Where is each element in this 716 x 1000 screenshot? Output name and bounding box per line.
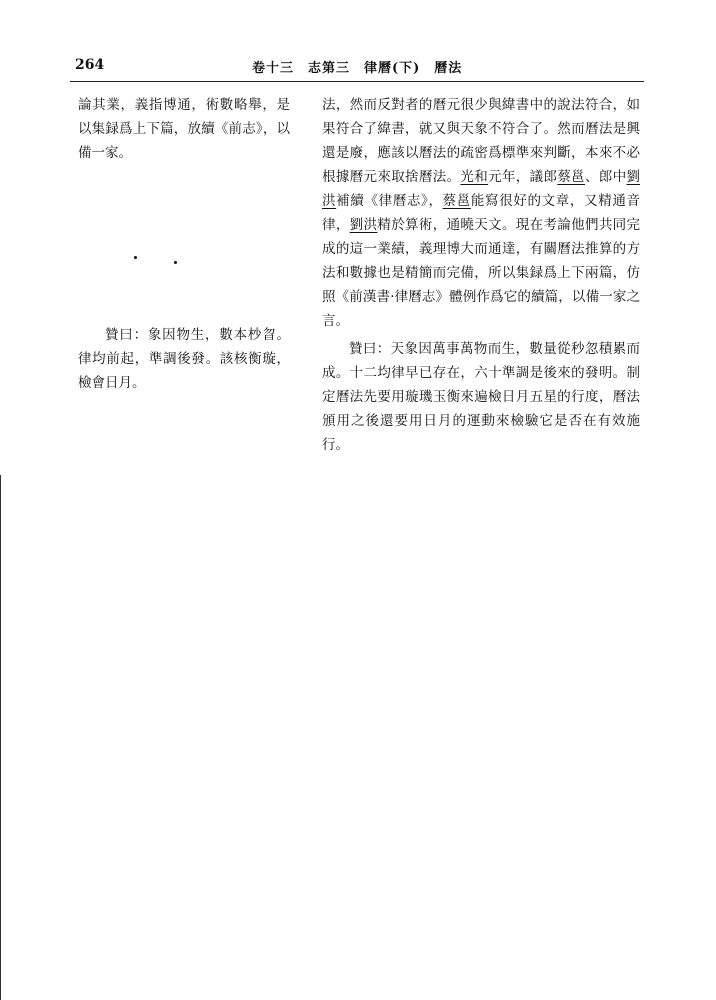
ink-dot bbox=[134, 256, 137, 259]
era-name-guanghe: 光和 bbox=[460, 169, 489, 185]
person-name-liuhong: 劉洪 bbox=[322, 169, 641, 209]
text-run: 元年，議郎 bbox=[488, 169, 558, 185]
text-run: 法，然而反對者的曆元很少與緯書中的說法符合，如果符合了緯書，就又與天象不符合了。然而曆法是興還是廢，應該以曆法的疏密爲標準來判斷，本來不必根據曆元來取捨曆法。 bbox=[322, 97, 640, 185]
text-run: 補續《律曆志》， bbox=[336, 193, 443, 209]
right-paragraph-2: 贊曰：天象因萬事萬物而生，數量從秒忽積累而成。十二均律早已存在，六十準調是後來的發明。制定曆法先要用璇璣玉衡來遍檢日月五星的行度，曆法頒用之後還要用日月的運動來檢驗它是否在有效施行。 bbox=[322, 341, 640, 453]
text-run: 、郎中 bbox=[585, 169, 627, 185]
left-paragraph-2: 贊曰：象因物生，數本杪曶。律均前起，準調後發。該核衡璇，檢會日月。 bbox=[78, 327, 290, 391]
header-rule bbox=[70, 81, 644, 82]
page-number: 264 bbox=[75, 57, 105, 73]
left-column-bottom bbox=[78, 323, 290, 395]
left-paragraph-1: 論其業，義指博通，術數略舉，是以集録爲上下篇，放續《前志》，以備一家。 bbox=[78, 97, 290, 161]
right-paragraph-1 bbox=[322, 93, 640, 333]
text-run: 能寫很好的文章，又精通音律， bbox=[322, 193, 641, 233]
ink-dot bbox=[174, 261, 177, 264]
scan-margin-line bbox=[0, 475, 1, 1000]
running-header: 卷十三 志第三 律曆(下) 曆法 bbox=[252, 61, 463, 76]
person-name-liuhong: 劉洪 bbox=[349, 217, 378, 233]
left-column-top bbox=[78, 93, 290, 165]
right-column bbox=[322, 93, 640, 457]
person-name-caiyong: 蔡邕 bbox=[557, 169, 586, 185]
person-name-caiyong: 蔡邕 bbox=[442, 193, 471, 209]
text-run: 精於算術，通曉天文。現在考論他們共同完成的這一業績，義理博大而通達，有關曆法推算的方法和數據也是精簡而完備，所以集録爲上下兩篇，仿照《前漢書·律曆志》體例作爲它的續篇，以備一家之言。 bbox=[322, 217, 641, 329]
